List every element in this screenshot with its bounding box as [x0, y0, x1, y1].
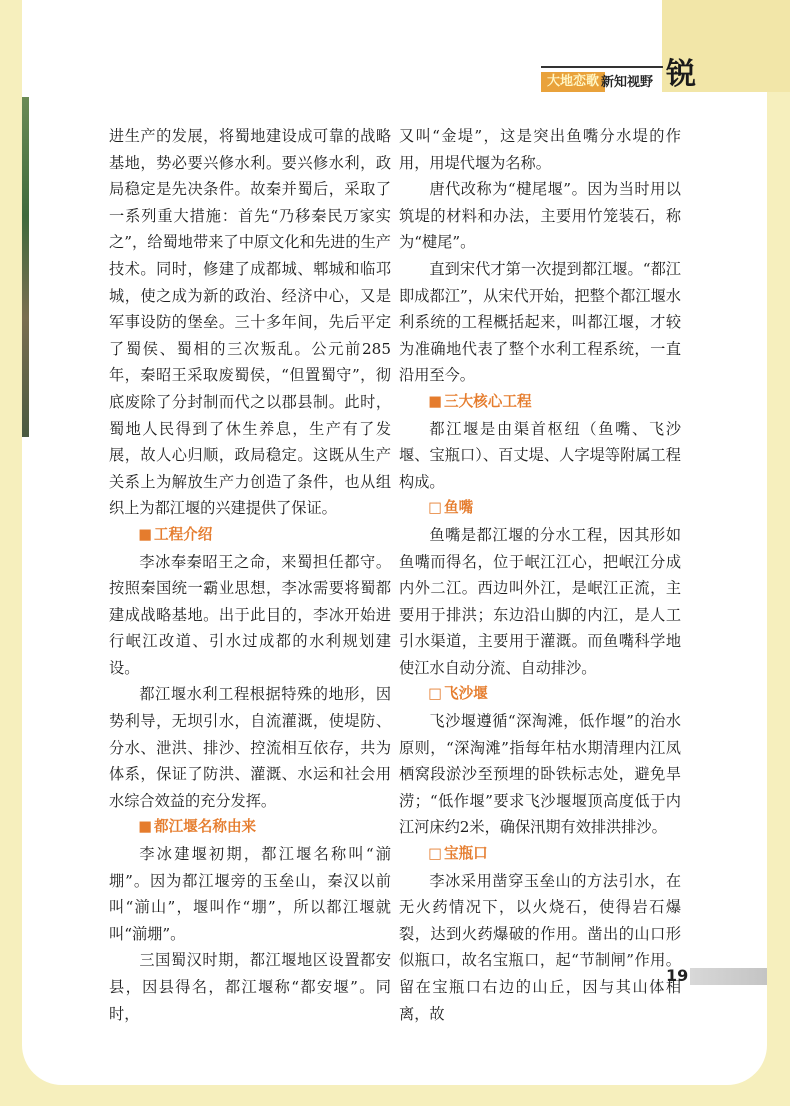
- heading-text: 宝瓶口: [443, 845, 488, 863]
- subsection-heading: [399, 681, 681, 708]
- hollow-square-marker-icon: □: [428, 685, 442, 703]
- section-heading: [109, 522, 391, 549]
- paragraph: 都江堰水利工程根据特殊的地形，因势利导，无坝引水，自流灌溉，使堤防、分水、泄洪、排沙、控流相互依存，共为体系，保证了防洪、灌溉、水运和社会用水综合效益的充分发挥。: [109, 685, 391, 810]
- paragraph: 李冰建堰初期，都江堰名称叫“湔堋”。因为都江堰旁的玉垒山，秦汉以前叫“湔山”，堰叫作“堋”，所以都江堰就叫“湔堋”。: [109, 845, 391, 943]
- paragraph: 李冰采用凿穿玉垒山的方法引水，在无火药情况下，以火烧石，使得岩石爆裂，达到火药爆破的作用。凿出的山口形似瓶口，故名宝瓶口，起“节制闸”作用。留在宝瓶口右边的山丘，因与其山体相离，故: [399, 871, 681, 1023]
- subsection-heading: [399, 841, 681, 868]
- right-column: [399, 123, 681, 1027]
- paragraph: 都江堰是由渠首枢纽（鱼嘴、飞沙堰、宝瓶口）、百丈堤、人字堤等附属工程构成。: [399, 419, 681, 491]
- square-marker-icon: ■: [138, 818, 152, 836]
- page-number-bar: [690, 968, 767, 985]
- paragraph: 唐代改称为“楗尾堰”。因为当时用以筑堤的材料和办法，主要用竹笼装石，称为“楗尾”。: [399, 180, 681, 252]
- section-heading: [109, 814, 391, 841]
- left-column: [109, 123, 391, 1027]
- section-badge: 锐: [666, 57, 696, 92]
- heading-text: 飞沙堰: [443, 685, 488, 703]
- square-marker-icon: ■: [138, 525, 152, 543]
- heading-text: 鱼嘴: [443, 499, 474, 517]
- header-rule: [541, 66, 663, 68]
- paragraph: 鱼嘴是都江堰的分水工程，因其形如鱼嘴而得名，位于岷江江心，把岷江分成内外二江。西边叫外江，是岷江正流，主要用于排洪；东边沿山脚的内江，是人工引水渠道，主要用于灌溉。而鱼嘴科学地使江水自动分流、自动排沙。: [399, 525, 681, 677]
- hollow-square-marker-icon: □: [428, 499, 442, 517]
- page-number: 19: [666, 966, 689, 985]
- brand-label: 大地恋歌: [541, 72, 605, 92]
- heading-text: 工程介绍: [153, 525, 213, 543]
- paragraph: 进生产的发展，将蜀地建设成可靠的战略基地，势必要兴修水利。要兴修水利，政局稳定是先决条件。故秦并蜀后，采取了一系列重大措施：首先“乃移秦民万家实之”，给蜀地带来了中原文化和先进的生产技术。同时，修建了成都城、郫城和临邛城，使之成为新的政治、经济中心，又是军事设防的堡垒。三十多年间，先后平定了蜀侯、蜀相的三次叛乱。公元前285年，秦昭王采取废蜀侯，“但置蜀守”，彻底废除了分封制而代之以郡县制。此时，蜀地人民得到了休生养息，生产有了发展，故人心归顺，政局稳定。这既从生产关系上为解放生产力创造了条件，也从组织上为都江堰的兴建提供了保证。: [109, 127, 391, 518]
- paragraph: 三国蜀汉时期，都江堰地区设置都安县，因县得名，都江堰称“都安堰”。同时，: [109, 951, 391, 1023]
- subsection-heading: [399, 495, 681, 522]
- page-sheet-top: [22, 0, 662, 40]
- hollow-square-marker-icon: □: [428, 845, 442, 863]
- photo-strip: [22, 97, 29, 437]
- square-marker-icon: ■: [428, 392, 442, 410]
- paragraph: 直到宋代才第一次提到都江堰。“都江即成都江”，从宋代开始，把整个都江堰水利系统的工程概括起来，叫都江堰，才较为准确地代表了整个水利工程系统，一直沿用至今。: [399, 259, 681, 385]
- heading-text: 都江堰名称由来: [153, 818, 257, 836]
- heading-text: 三大核心工程: [443, 392, 532, 410]
- paragraph: 飞沙堰遵循“深淘滩，低作堰”的治水原则，“深淘滩”指每年枯水期清理内江凤栖窝段淤沙至预埋的卧铁标志处，避免旱涝；“低作堰”要求飞沙堰堰顶高度低于内江河床约2米，确保汛期有效排洪排沙。: [399, 712, 681, 837]
- section-label: 新知视野: [601, 75, 654, 90]
- paragraph: 又叫“金堤”，这是突出鱼嘴分水堤的作用，用堤代堰为名称。: [399, 127, 681, 172]
- section-heading: [399, 389, 681, 416]
- paragraph: 李冰奉秦昭王之命，来蜀担任都守。按照秦国统一霸业思想，李冰需要将蜀都建成战略基地。出于此目的，李冰开始进行岷江改道、引水过成都的水利规划建设。: [109, 552, 391, 677]
